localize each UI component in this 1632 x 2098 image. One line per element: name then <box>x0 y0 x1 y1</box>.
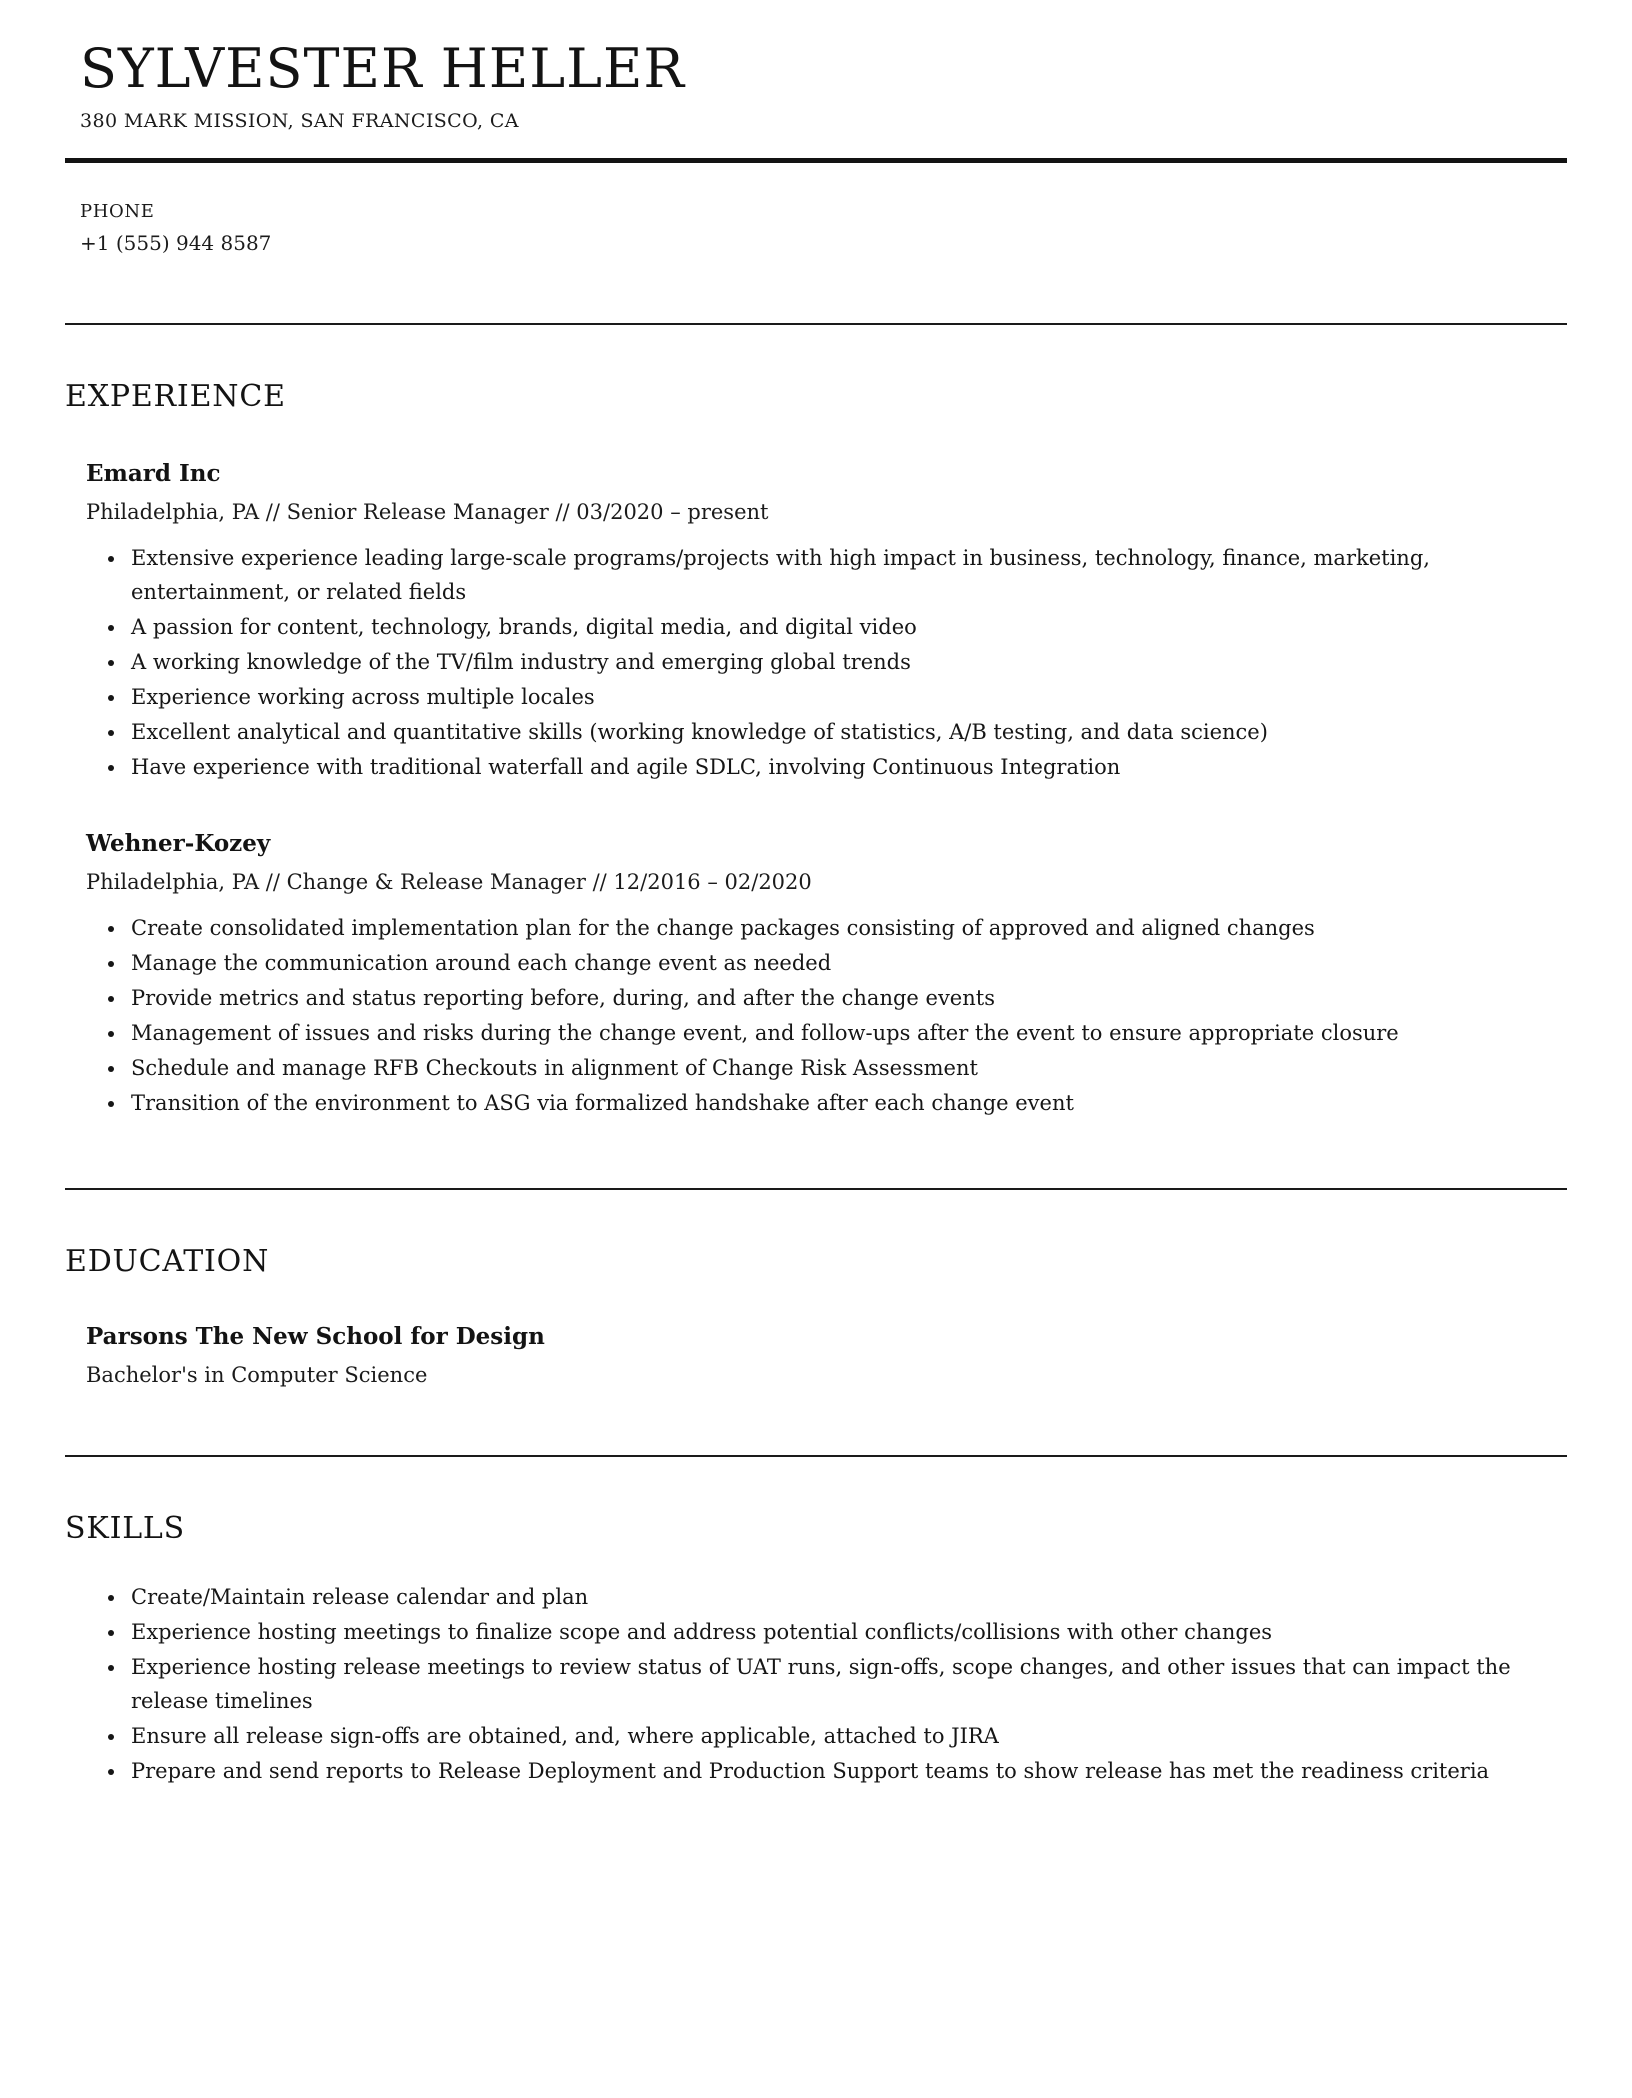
job-entry <box>86 460 1567 784</box>
job-company: Emard Inc <box>86 460 221 488</box>
skill-bullet: • Ensure all release sign-offs are obtained, and, where applicable, attached to JIRA <box>127 1719 1567 1753</box>
contact-block <box>65 201 1567 255</box>
header <box>65 38 1567 132</box>
skills-body <box>65 1580 1567 1788</box>
candidate-address: 380 MARK MISSION, SAN FRANCISCO, CA <box>80 110 519 133</box>
job-bullet: • Manage the communication around each change event as needed <box>127 946 1567 980</box>
phone-value: +1 (555) 944 8587 <box>80 231 272 256</box>
education-degree: Bachelor's in Computer Science <box>86 1363 428 1388</box>
job-bullet-list <box>86 541 1567 784</box>
phone-label: PHONE <box>80 201 155 223</box>
skill-bullet: • Experience hosting release meetings to review status of UAT runs, sign-offs, scope changes, and other issues that can impact the release timelines <box>127 1650 1567 1718</box>
job-bullet: • Create consolidated implementation plan for the change packages consisting of approved and aligned changes <box>127 911 1567 945</box>
job-bullet: • Extensive experience leading large-scale programs/projects with high impact in business, technology, finance, marketing, entertainment, or related fields <box>127 541 1567 609</box>
education-entry <box>86 1323 1567 1387</box>
section-divider-experience <box>65 323 1567 325</box>
job-bullet: • Transition of the environment to ASG via formalized handshake after each change event <box>127 1086 1567 1120</box>
job-bullet: • Schedule and manage RFB Checkouts in alignment of Change Risk Assessment <box>127 1051 1567 1085</box>
skills-bullet-list <box>86 1580 1567 1788</box>
header-divider <box>65 158 1567 163</box>
education-title: EDUCATION <box>65 1244 270 1280</box>
candidate-name: SYLVESTER HELLER <box>80 37 686 100</box>
job-bullet: • A passion for content, technology, brands, digital media, and digital video <box>127 610 1567 644</box>
experience-body <box>65 460 1567 1120</box>
education-section <box>65 1244 1567 1387</box>
skills-title: SKILLS <box>65 1511 186 1547</box>
job-bullet: • Experience working across multiple locales <box>127 680 1567 714</box>
skill-bullet: • Experience hosting meetings to finalize scope and address potential conflicts/collisions with other changes <box>127 1615 1567 1649</box>
job-bullet: • Have experience with traditional waterfall and agile SDLC, involving Continuous Integration <box>127 750 1567 784</box>
section-divider-education <box>65 1188 1567 1190</box>
skill-bullet: • Prepare and send reports to Release Deployment and Production Support teams to show release has met the readiness criteria <box>127 1754 1567 1788</box>
section-divider-skills <box>65 1455 1567 1457</box>
experience-section <box>65 379 1567 1120</box>
skills-section <box>65 1511 1567 1788</box>
job-bullet-list <box>86 911 1567 1120</box>
job-bullet: • Management of issues and risks during the change event, and follow-ups after the event to ensure appropriate closure <box>127 1016 1567 1050</box>
skill-bullet: • Create/Maintain release calendar and plan <box>127 1580 1567 1614</box>
education-body <box>65 1323 1567 1387</box>
experience-title: EXPERIENCE <box>65 379 286 415</box>
job-bullet: • Excellent analytical and quantitative skills (working knowledge of statistics, A/B testing, and data science) <box>127 715 1567 749</box>
job-bullet: • Provide metrics and status reporting before, during, and after the change events <box>127 981 1567 1015</box>
job-meta: Philadelphia, PA // Change & Release Manager // 12/2016 – 02/2020 <box>86 870 812 895</box>
job-bullet: • A working knowledge of the TV/film industry and emerging global trends <box>127 645 1567 679</box>
job-company: Wehner-Kozey <box>86 830 271 858</box>
job-meta: Philadelphia, PA // Senior Release Manager // 03/2020 – present <box>86 500 769 525</box>
education-school: Parsons The New School for Design <box>86 1323 545 1351</box>
job-entry <box>86 830 1567 1120</box>
